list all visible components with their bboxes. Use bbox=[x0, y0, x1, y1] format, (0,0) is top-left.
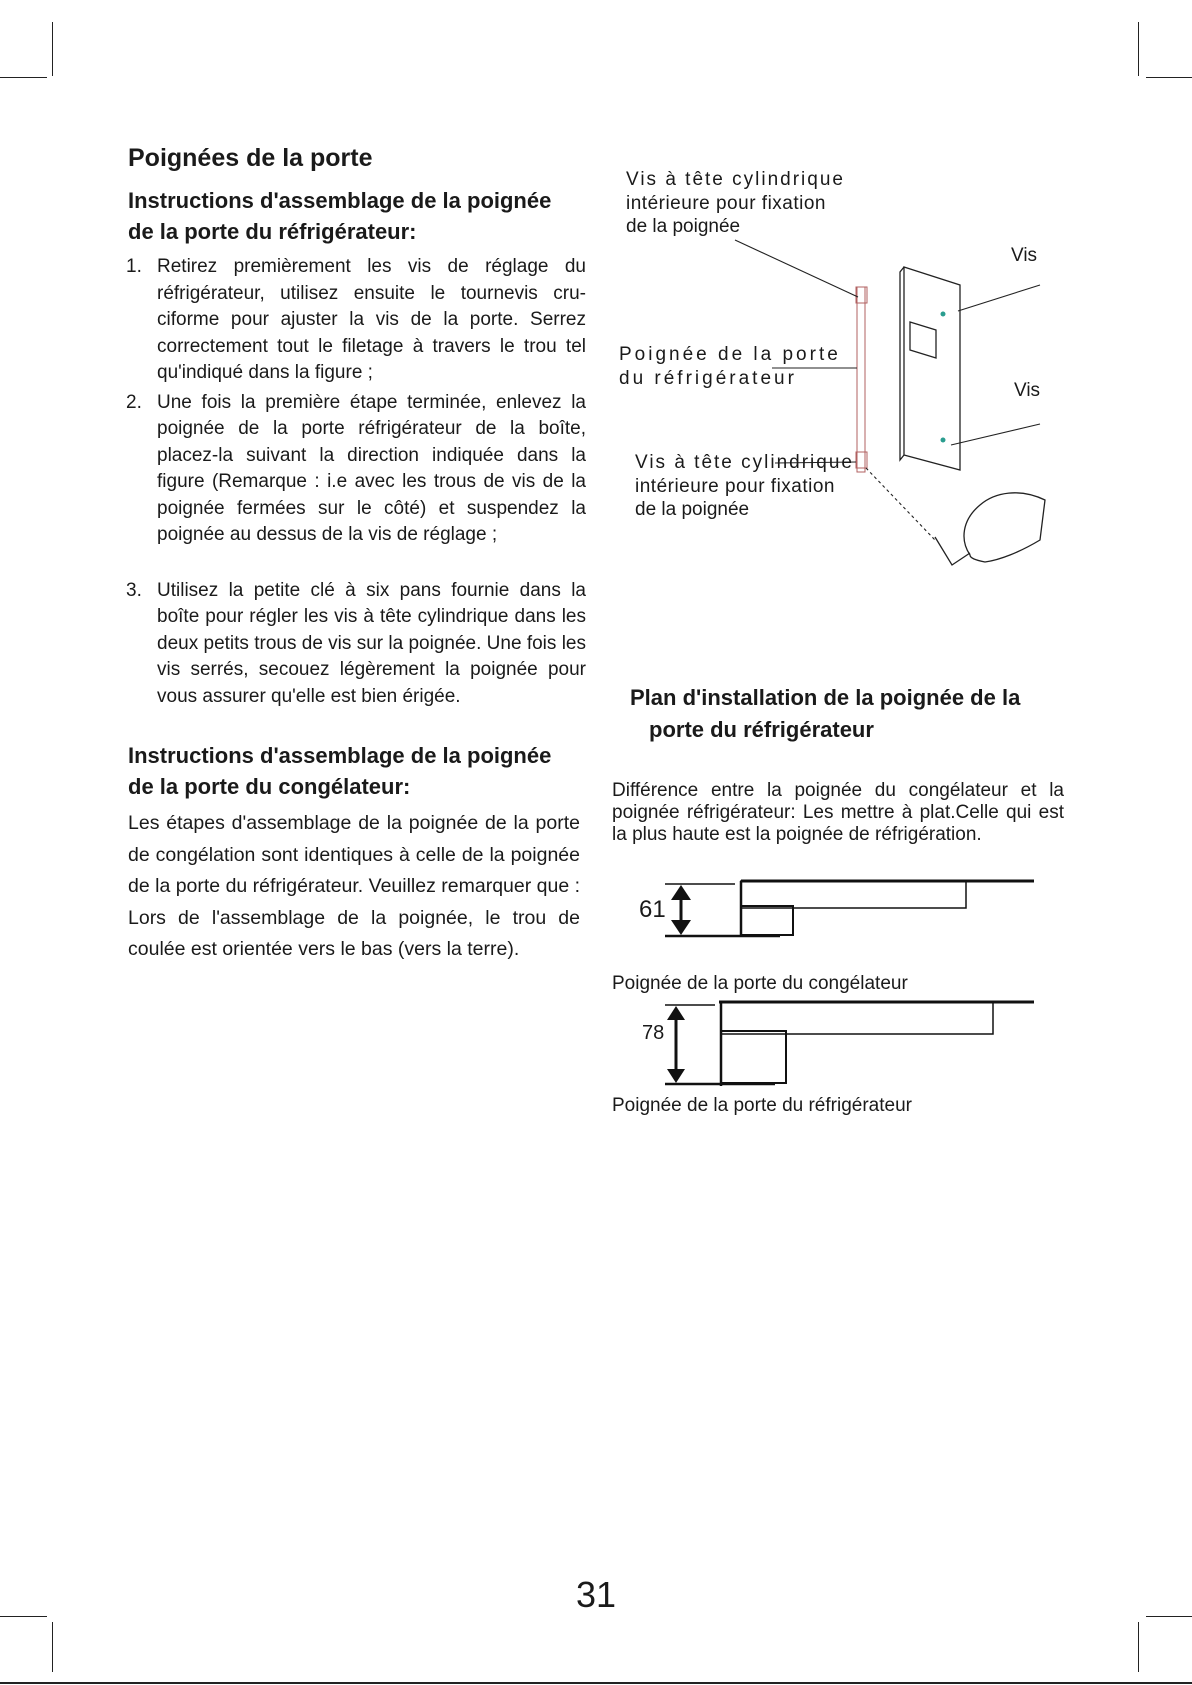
crop-mark bbox=[52, 1622, 53, 1672]
step-number: 1. bbox=[126, 256, 142, 277]
plan-title bbox=[630, 682, 1060, 746]
bottom-screw-label-line2: intérieure pour fixation bbox=[635, 475, 835, 497]
bottom-screw-label bbox=[635, 451, 854, 522]
fridge-dimension: 78 bbox=[642, 1022, 665, 1044]
handle-label-line1: Poignée de la porte bbox=[619, 344, 841, 365]
freezer-text: Les étapes d'assemblage de la poignée de la porte de congélation sont identiques à celle de la poignée de la porte du réfrigérateur. Veuillez remarquer que : Lors de l'assemblage de la poignée, le trou de coulée est orientée vers le bas (vers la terre). bbox=[128, 812, 581, 960]
step-number: 3. bbox=[126, 579, 142, 601]
crop-mark bbox=[1146, 77, 1192, 78]
fridge-heading-line2: de la porte du réfrigérateur: bbox=[128, 219, 417, 244]
fridge-heading bbox=[128, 185, 551, 247]
crop-mark bbox=[0, 77, 47, 78]
freezer-handle-profile bbox=[660, 870, 1040, 940]
section-title: Poignées de la porte bbox=[128, 144, 373, 172]
screw-markers bbox=[941, 312, 946, 443]
handle-bar bbox=[856, 287, 867, 472]
crop-mark bbox=[1138, 22, 1139, 76]
freezer-dimension: 61 bbox=[639, 896, 666, 923]
freezer-heading-line2: de la porte du congélateur: bbox=[128, 774, 411, 799]
fridge-door-outline bbox=[900, 267, 960, 470]
page-number: 31 bbox=[575, 1574, 617, 1615]
bottom-screw-label-line1: Vis à tête cylindrique bbox=[635, 452, 854, 473]
fridge-handle-profile bbox=[660, 995, 1040, 1090]
difference-text: Différence entre la poignée du congélateur et la poignée réfrigérateur: Les mettre à plat.Celle qui est la plus haute est la poignée de réfrigération. bbox=[612, 780, 1064, 845]
list-item bbox=[126, 578, 586, 711]
top-screw-label bbox=[626, 168, 845, 239]
bottom-screw-label-line3: de la poignée bbox=[635, 499, 750, 520]
bottom-rule bbox=[0, 1682, 1192, 1684]
crop-mark bbox=[52, 22, 53, 76]
steps-list bbox=[126, 254, 586, 710]
crop-mark bbox=[1138, 1622, 1139, 1672]
plan-title-line1: Plan d'installation de la poignée de la bbox=[630, 685, 1021, 710]
handle-label-line2: du réfrigérateur bbox=[619, 367, 797, 389]
top-screw-label-line1: Vis à tête cylindrique bbox=[626, 169, 845, 190]
top-screw-label-line3: de la poignée bbox=[626, 216, 741, 237]
step-text: Utilisez la petite clé à six pans fournie dans la boîte pour régler les vis à tête cylindrique dans les deux petits trous de vis sur la poignée. Une fois les vis serrés, secouez légèrement la poignée pour vous assurer qu'elle est bien érigée. bbox=[157, 579, 586, 707]
fridge-heading-line1: Instructions d'assemblage de la poignée bbox=[128, 188, 552, 213]
plan-title-line2: porte du réfrigérateur bbox=[649, 717, 874, 742]
step-number: 2. bbox=[126, 391, 142, 413]
hex-key-hand bbox=[935, 493, 1045, 565]
crop-mark bbox=[0, 1616, 47, 1617]
handle-label bbox=[619, 343, 841, 390]
freezer-heading bbox=[128, 740, 551, 802]
step-text: Une fois la première étape terminée, enlevez la poignée de la porte réfrigérateur de la boîte, placez-la suivant la direction indiquée dans la figure (Remarque : i.e avec les trous de vis de la poignée fermées sur le côté) et suspendez la poignée au dessus de la vis de réglage ; bbox=[157, 391, 586, 545]
list-item bbox=[126, 254, 586, 387]
top-screw-label-line2: intérieure pour fixation bbox=[626, 192, 826, 214]
freezer-heading-line1: Instructions d'assemblage de la poignée bbox=[128, 743, 552, 768]
assembly-illustration bbox=[600, 230, 1060, 590]
list-item bbox=[126, 390, 586, 549]
fridge-caption: Poignée de la porte du réfrigérateur bbox=[612, 1095, 912, 1116]
vis-label-top: Vis bbox=[1011, 245, 1038, 266]
crop-mark bbox=[1146, 1616, 1192, 1617]
vis-label-bottom: Vis bbox=[1014, 380, 1041, 401]
step-text: Retirez premièrement les vis de réglage du réfrigérateur, utilisez ensuite le tournevis cru-ciforme pour ajuster la vis de la porte. Serrez correctement tout le filetage à travers le trou tel qu'indiqué dans la figure ; bbox=[157, 256, 586, 383]
freezer-caption: Poignée de la porte du congélateur bbox=[612, 973, 908, 994]
